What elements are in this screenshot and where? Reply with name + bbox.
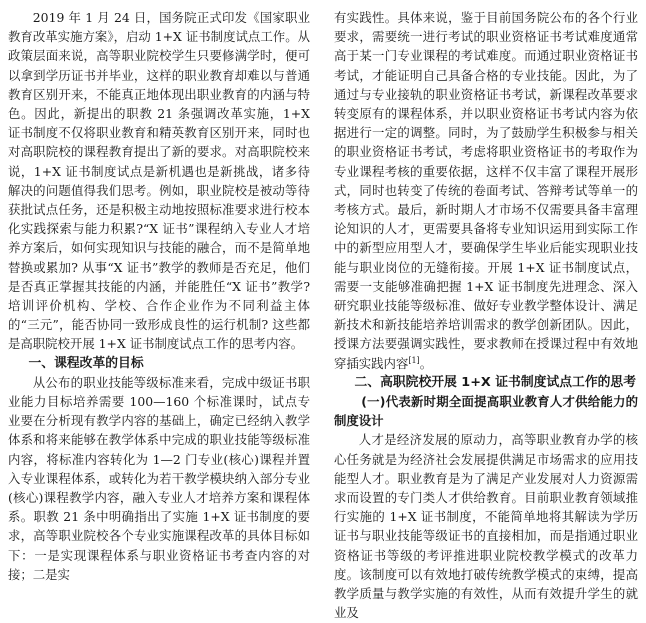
continued-paragraph <box>334 8 638 373</box>
course-reform-paragraph: 从公布的职业技能等级标准来看，完成中级证书职业能力目标培养需要 100—160 个标准课时，试点专业要在分析现有教学内容的基础上，确定已经纳入教学体系和将来能够在教学体系中完成的职业技能等级标准内容，将标准内容转化为 1—2 门专业(核心)课程并置入专业课程体系，或转化为若干教学模块纳入部分专业(核心)课程教学内容，融入专业人才培养方案和课程体系。职教 21 条中明确指出了实施 1+X 证书制度的要求，高等职业院校各个专业实施课程改革的具体目标如下：一是实现课程体系与职业资格证书考查内容的对接；二是实 <box>8 374 310 582</box>
subsection-heading-1: (一)代表新时期全面提高职业教育人才供给能力的制度设计 <box>334 394 638 429</box>
intro-paragraph: 2019 年 1 月 24 日，国务院正式印发《国家职业教育改革实施方案》，启动 1+X 证书制度试点工作。从政策层面来说，高等职业院校学生只要修满学时，便可以拿到学历证书并毕业，这样的职业教育却难以与普通教育区别开来，不能真正地体现出职业教育的内涵与特色。因此，新提出的职教 21 条强调改革实施，1+X 证书制度不仅将职业教育和精英教育区别开来，同时也对高职院校的课程教育提出了新的要求。对高职院校来说，1+X 证书制度试点是新机遇也是新挑战，诸多待解决的问题值得我们思考。例如，职业院校是被动等待获批试点任务，还是积极主动地按照标准要求进行校本化实践探索与能力积累?“X 证书”课程纳入专业人才培养方案后，如何实现知识与技能的融合，而不是简单地替换或累加? 从事“X 证书”教学的教师是否充足，他们是否真正掌握其技能的内涵，并能胜任“X 证书”教学? 培训评价机构、学校、合作企业作为不同利益主体的“三元”，能否协同一致形成良性的运行机制? 这些都是高职院校开展 1+X 证书制度试点工作的思考内容。 <box>8 10 310 352</box>
section-heading-2: 二、高职院校开展 1+X 证书制度试点工作的思考 <box>354 374 637 390</box>
left-column <box>8 8 310 581</box>
continued-paragraph-end: 。 <box>419 355 433 371</box>
continued-paragraph-text: 有实践性。具体来说，鉴于目前国务院公布的各个行业要求，需要统一进行考试的职业资格证书考试难度通常高于某一门专业课程的考试难度。而通过职业资格证书考试，才能证明自己具备合格的专业技能。因此，为了通过与专业接轨的职业资格证书考试，新课程改革要求转变原有的课程体系，并以职业资格证书考试内容为依据进行一定的调整。同时，为了鼓励学生积极参与相关的职业资格证书考试，考虑将职业资格证书的考取作为专业课程考核的重要依据，这样不仅丰富了课程开展形式，同时也转变了传统的卷面考试、答辩考试等单一的考核方式。最后，新时期人才市场不仅需要具备丰富理论知识的人才，更需要具备将专业知识运用到实际工作中的新型应用型人才，要确保学生毕业后能实现职业技能与职业岗位的无缝衔接。开展 1+X 证书制度试点，需要一支能够准确把握 1+X 证书制度先进理念、深入研究职业技能等级标准、做好专业教学整体设计、满足新技术和新技能培养培训需求的教学创新团队。因此，授课方法要强调实践性，要求教师在授课过程中有效地穿插实践内容 <box>334 10 638 371</box>
section-heading-1: 一、课程改革的目标 <box>28 355 144 371</box>
right-column <box>334 8 638 621</box>
citation-mark: [1] <box>408 355 420 365</box>
talent-supply-paragraph: 人才是经济发展的原动力，高等职业教育办学的核心任务就是为经济社会发展提供满足市场需求的应用技能型人才。职业教育是为了满足产业发展对人力资源需求而设置的专门类人才供给教育。目前职业教育领域推行实施的 1+X 证书制度，不能简单地将其解读为学历证书与职业技能等级证书的直接相加，而是指通过职业资格证书等级的考评推进职业院校教学模式的改革力度。该制度可以有效地打破传统教学模式的束缚，提高教学质量与教学实施的有效性，从而有效提升学生的就业及 <box>334 432 638 621</box>
